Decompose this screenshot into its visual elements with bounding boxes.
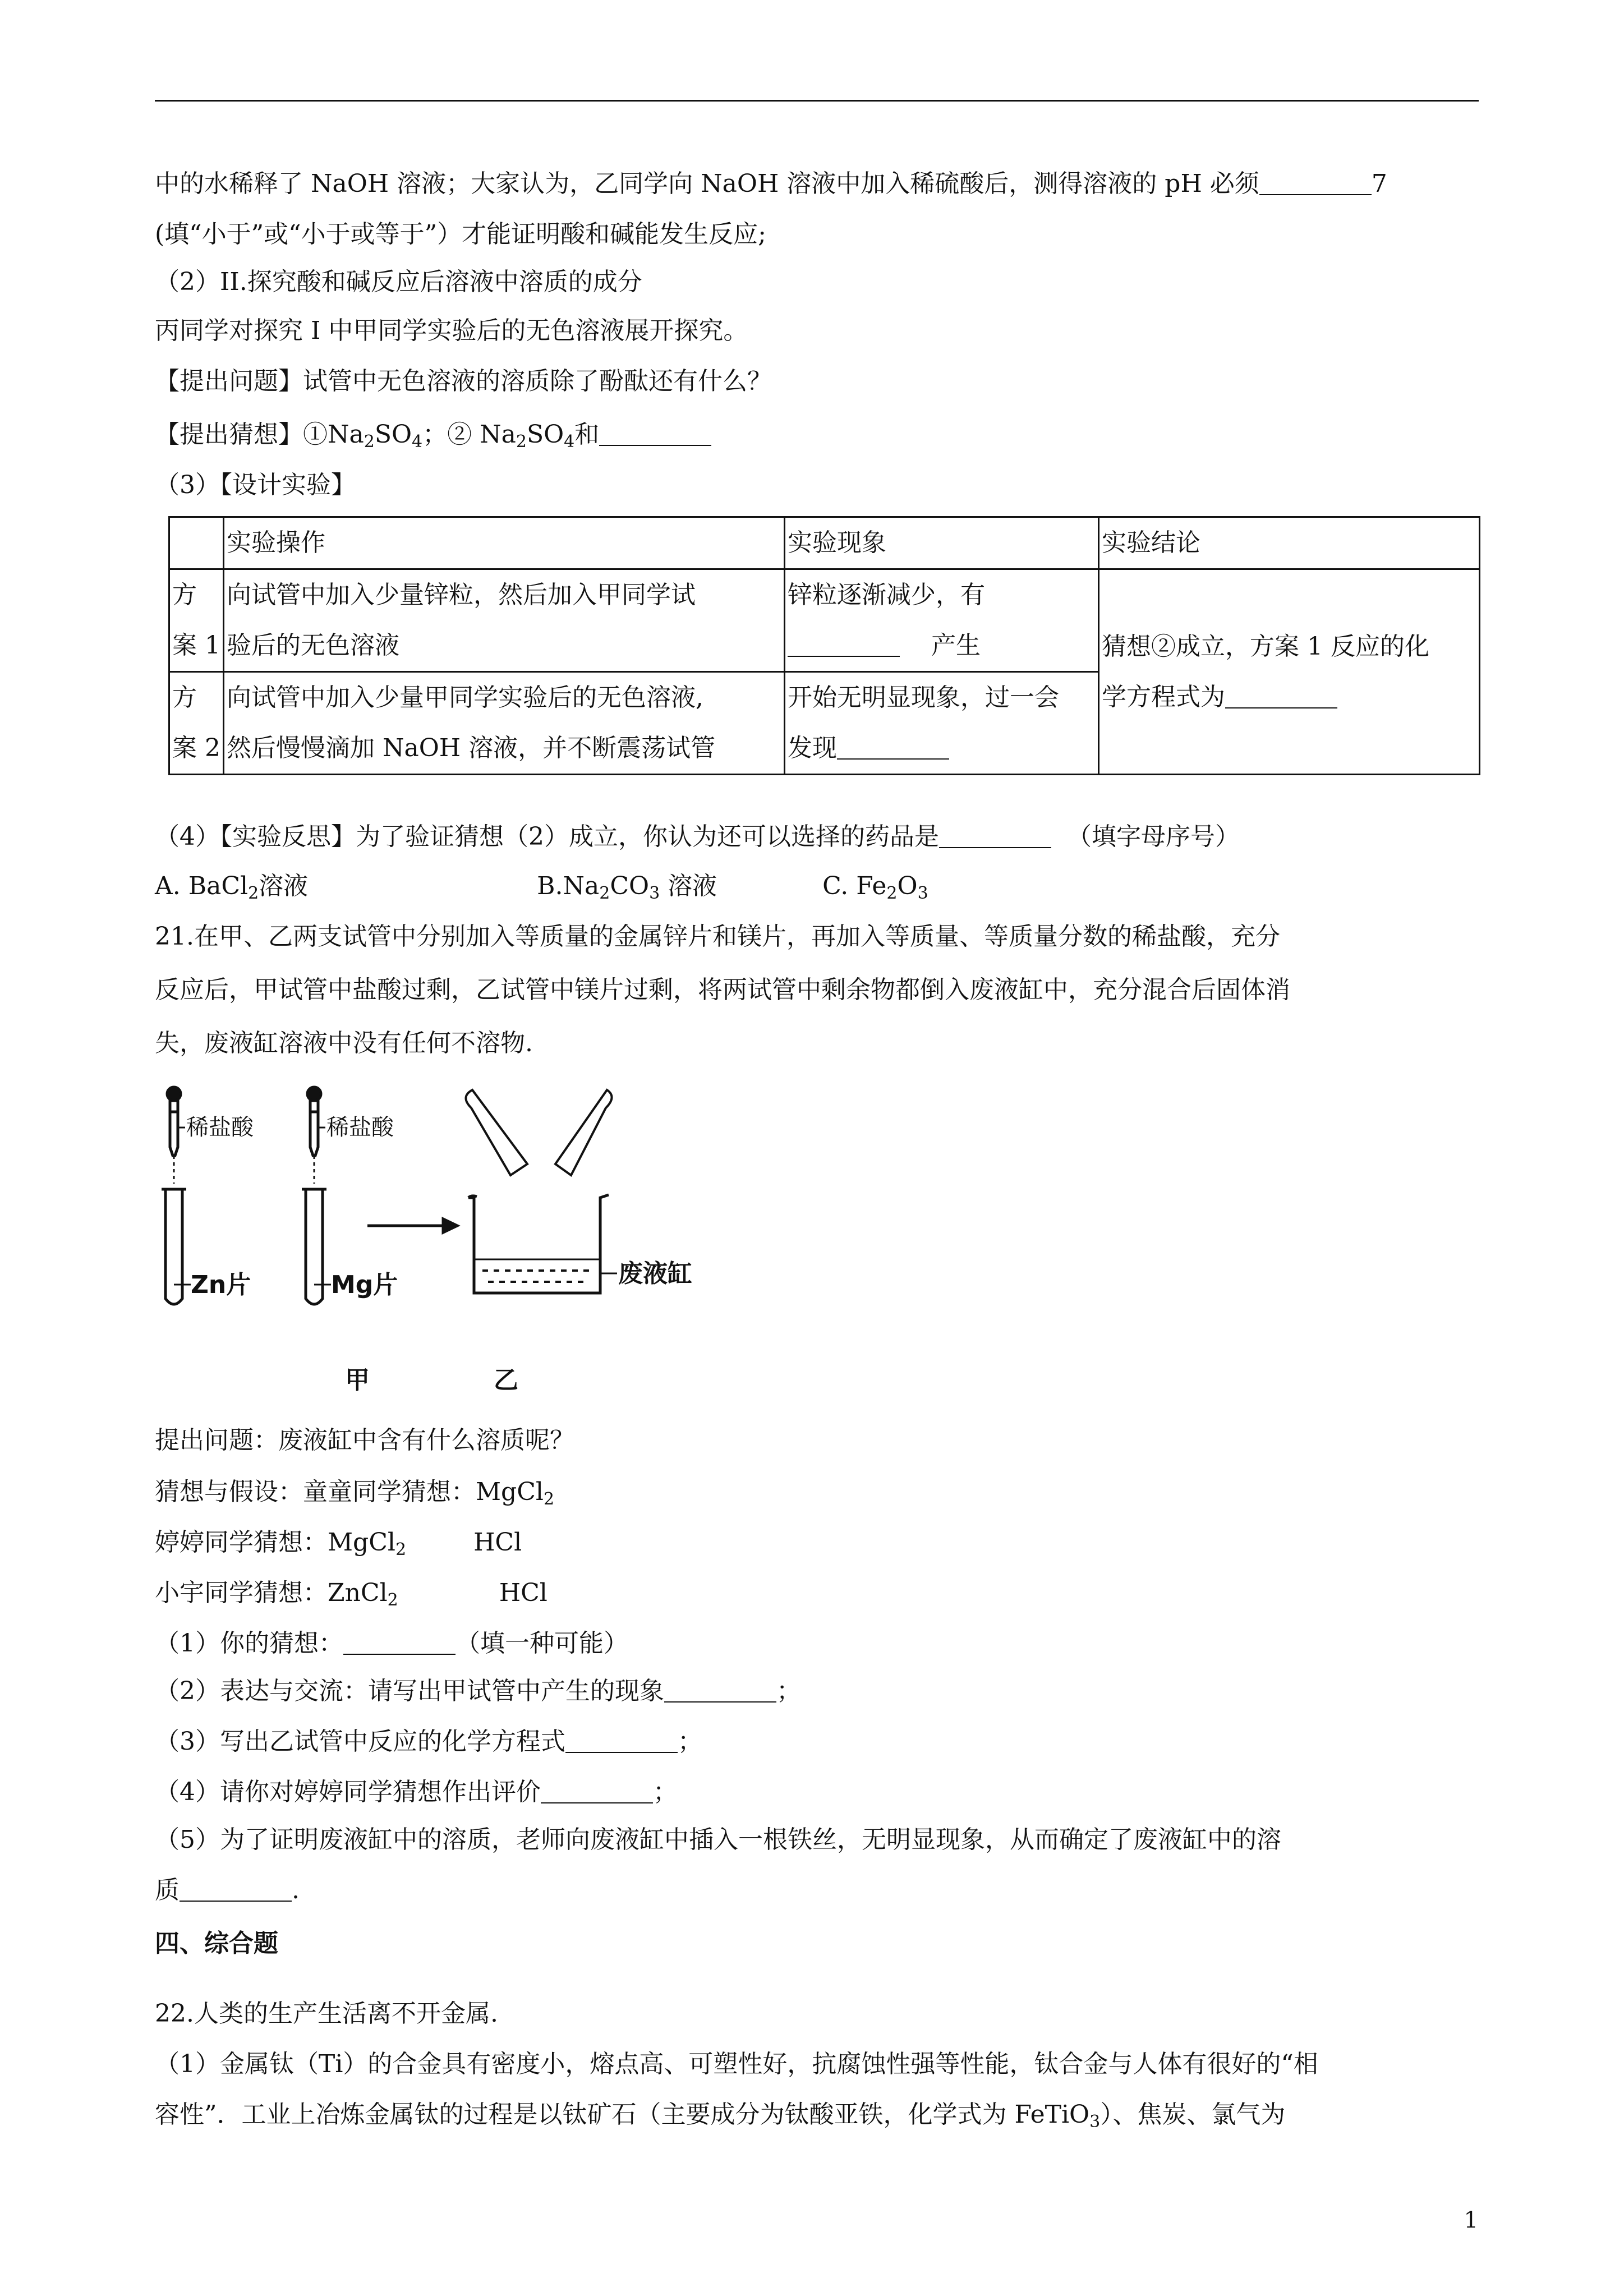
table-header: 实验操作: [224, 517, 785, 569]
section-heading: 四、综合题: [155, 1929, 278, 1958]
dropper-icon: [167, 1087, 181, 1156]
table-cell: 锌粒逐渐减少，有 产生: [785, 569, 1099, 672]
table-cell: 向试管中加入少量甲同学实验后的无色溶液, 然后慢慢滴加 NaOH 溶液，并不断震荡试管: [224, 672, 785, 775]
answer-blank: [343, 1631, 456, 1655]
answer-blank: [1259, 172, 1372, 195]
test-tube-icon: [302, 1189, 326, 1304]
experiment-table: [168, 516, 1480, 775]
text-line: （3）【设计实验】: [155, 471, 356, 499]
table-cell: 方 案 2: [169, 672, 224, 775]
zinc-label: Zn片: [191, 1271, 251, 1299]
answer-blank: [837, 736, 949, 760]
text-line: (填“小于”或“小于或等于”）才能证明酸和碱能发生反应;: [155, 220, 766, 249]
table-cell: 向试管中加入少量锌粒，然后加入甲同学试 验后的无色溶液: [224, 569, 785, 672]
options-line: [155, 869, 928, 903]
table-cell: 开始无明显现象，过一会 发现: [785, 672, 1099, 775]
answer-blank: [541, 1780, 653, 1803]
arrow-icon: [367, 1219, 457, 1232]
text-line: 中的水稀释了 NaOH 溶液；大家认为，乙同学向 NaOH 溶液中加入稀硫酸后，测得溶液的 pH 必须 7: [155, 169, 1387, 198]
text-line: （2）表达与交流：请写出甲试管中产生的现象 ；: [155, 1677, 801, 1705]
acid-label: 稀盐酸: [326, 1115, 394, 1140]
text-line: 质 .: [155, 1876, 300, 1904]
text-line: 丙同学对探究 I 中甲同学实验后的无色溶液展开探究。: [155, 316, 748, 345]
table-row: [169, 569, 1480, 672]
text-line: 【提出问题】试管中无色溶液的溶质除了酚酞还有什么？: [155, 367, 772, 395]
table-cell: 猜想②成立，方案 1 反应的化 学方程式为: [1099, 569, 1480, 775]
text-line: 失，废液缸溶液中没有任何不溶物.: [155, 1029, 533, 1057]
option-a: A. BaCl$_2$溶液: [155, 872, 309, 903]
table-header-row: [169, 517, 1480, 569]
magnesium-label: Mg片: [331, 1271, 398, 1299]
answer-blank: [1225, 685, 1337, 708]
answer-blank: [599, 422, 711, 446]
text-line: 容性”．工业上冶炼金属钛的过程是以钛矿石（主要成分为钛酸亚铁，化学式为 FeTiO$_3$）、焦炭、氯气为: [155, 2100, 1286, 2132]
text-line: 22.人类的生产生活离不开金属.: [155, 1999, 498, 2028]
text-line: 婷婷同学猜想：MgCl$_2$ HCl: [155, 1528, 522, 1559]
text-line: （5）为了证明废液缸中的溶质，老师向废液缸中插入一根铁丝，无明显现象，从而确定了废液缸中的溶: [155, 1825, 1281, 1854]
table-cell: [169, 517, 224, 569]
text-line: （2）II.探究酸和碱反应后溶液中溶质的成分: [155, 268, 642, 296]
waste-beaker-icon: [468, 1195, 609, 1293]
text-line: （3）写出乙试管中反应的化学方程式 ；: [155, 1727, 702, 1756]
text-line: 21.在甲、乙两支试管中分别加入等质量的金属锌片和镁片，再加入等质量、等质量分数的稀盐酸，充分: [155, 922, 1280, 951]
text-line: （1）你的猜想： （填一种可能）: [155, 1629, 628, 1658]
experiment-figure: [151, 1085, 740, 1405]
answer-blank: [180, 1878, 292, 1902]
option-b: $B.Na_2CO_3$ 溶液: [537, 872, 717, 903]
answer-blank: [788, 633, 900, 657]
answer-blank: [565, 1729, 678, 1753]
text-line: 【提出猜想】$①Na_2SO_4$；② $Na_2SO_4$和: [155, 418, 711, 452]
header-rule: [155, 100, 1479, 102]
text-line: 提出问题：废液缸中含有什么溶质呢？: [155, 1426, 574, 1455]
table-header: 实验结论: [1099, 517, 1480, 569]
pouring-tube-icon: [466, 1090, 611, 1175]
dropper-icon: [307, 1087, 321, 1156]
text-line: （4）请你对婷婷同学猜想作出评价 ；: [155, 1778, 678, 1806]
text-line: （1）金属钛（Ti）的合金具有密度小，熔点高、可塑性好，抗腐蚀性强等性能，钛合金与人体有很好的“相: [155, 2050, 1318, 2078]
waste-label: 废液缸: [618, 1259, 692, 1288]
text-line: 小宇同学猜想：ZnCl$_2$ HCl: [155, 1579, 548, 1610]
page-number: 1: [1464, 2207, 1478, 2233]
test-tube-icon: [162, 1189, 186, 1304]
answer-blank: [664, 1679, 776, 1703]
text-line: （4）【实验反思】为了验证猜想（2）成立，你认为还可以选择的药品是 （填字母序号）: [155, 822, 1240, 851]
caption-yi: 乙: [494, 1366, 518, 1395]
acid-label: 稀盐酸: [186, 1115, 254, 1140]
option-c: C. $Fe_2O_3$: [822, 872, 928, 903]
text-line: 猜想与假设：童童同学猜想：MgCl$_2$: [155, 1478, 555, 1509]
caption-jia: 甲: [345, 1366, 370, 1395]
text-line: 反应后，甲试管中盐酸过剩，乙试管中镁片过剩，将两试管中剩余物都倒入废液缸中，充分混合后固体消: [155, 976, 1290, 1004]
table-header: 实验现象: [785, 517, 1099, 569]
table-cell: 方 案 1: [169, 569, 224, 672]
answer-blank: [939, 825, 1051, 848]
